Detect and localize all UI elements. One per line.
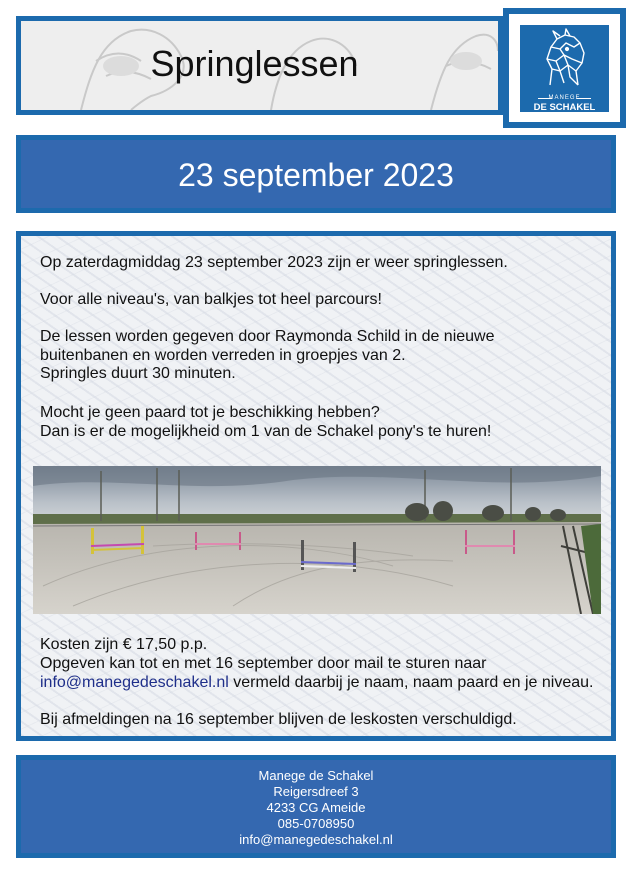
logo bbox=[503, 8, 626, 128]
signup-line-1: Opgeven kan tot en met 16 september door mail te sturen naar bbox=[40, 655, 487, 672]
arena-photo bbox=[33, 466, 601, 614]
horse-line-2: Dan is er de mogelijkheid om 1 van de Schakel pony's te huren! bbox=[40, 422, 492, 440]
logo-name: DE SCHAKEL bbox=[533, 102, 596, 113]
footer-address bbox=[21, 768, 611, 848]
levels-text: Voor alle niveau's, van balkjes tot heel parcours! bbox=[40, 291, 382, 308]
lessons-line-2: buitenbanen en worden verreden in groepjes van 2. bbox=[40, 346, 406, 364]
footer-phone: 085-0708950 bbox=[277, 816, 355, 831]
lessons-line-3: Springles duurt 30 minuten. bbox=[40, 365, 236, 382]
horse-line-1: Mocht je geen paard tot je beschikking hebben? bbox=[40, 404, 380, 421]
signup-line-2: vermeld daarbij je naam, naam paard en je niveau. bbox=[228, 673, 594, 691]
footer-name: Manege de Schakel bbox=[258, 768, 374, 783]
logo-badge bbox=[520, 25, 609, 112]
page-title: Springlessen bbox=[150, 43, 359, 84]
header-banner bbox=[16, 16, 503, 115]
signup-email-link[interactable]: info@manegedeschakel.nl bbox=[40, 673, 229, 691]
horse-head-logo-icon bbox=[520, 25, 609, 93]
footer-email[interactable]: info@manegedeschakel.nl bbox=[239, 832, 393, 847]
footer-city: 4233 CG Ameide bbox=[266, 800, 366, 815]
cancel-text: Bij afmeldingen na 16 september blijven de leskosten verschuldigd. bbox=[40, 711, 517, 728]
intro-text: Op zaterdagmiddag 23 september 2023 zijn er weer springlessen. bbox=[40, 254, 508, 271]
content-panel bbox=[16, 231, 616, 741]
cost-text: Kosten zijn € 17,50 p.p. bbox=[40, 636, 208, 653]
event-date: 23 september 2023 bbox=[178, 157, 454, 193]
signup-text bbox=[40, 655, 600, 692]
lessons-text bbox=[40, 328, 600, 384]
logo-small-text: MANEGE bbox=[548, 95, 581, 101]
footer-panel bbox=[16, 755, 616, 858]
lessons-line-1: De lessen worden gegeven door Raymonda Schild in de nieuwe bbox=[40, 328, 495, 345]
footer-street: Reigersdreef 3 bbox=[273, 784, 359, 799]
date-banner bbox=[16, 135, 616, 213]
horse-text bbox=[40, 404, 600, 441]
